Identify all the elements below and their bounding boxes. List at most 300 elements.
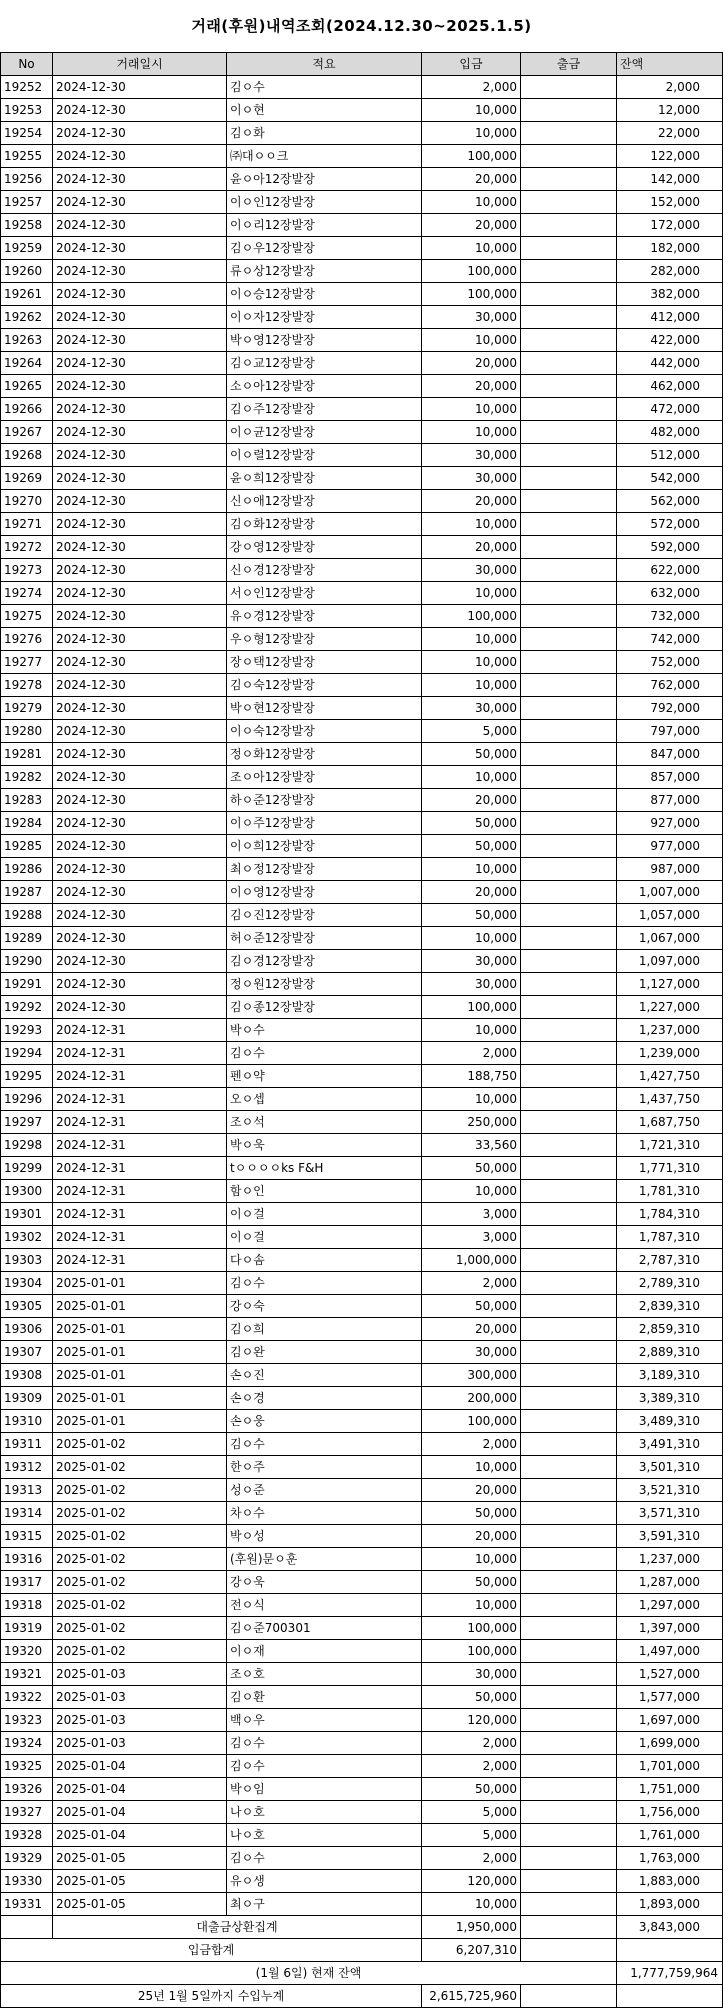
table-row — [1, 1778, 723, 1801]
cumulative-income-blank — [521, 1985, 617, 2008]
deposit-total-label: 입금합계 — [1, 1939, 422, 1962]
row-withdrawal — [521, 1617, 617, 1640]
table-row — [1, 421, 723, 444]
row-description: 박ㅇ영12장발장 — [227, 329, 422, 352]
row-withdrawal — [521, 1019, 617, 1042]
row-balance: 382,000 — [617, 283, 723, 306]
row-description: 류ㅇ상12장발장 — [227, 260, 422, 283]
row-number: 19256 — [1, 168, 53, 191]
row-number: 19313 — [1, 1479, 53, 1502]
row-number: 19314 — [1, 1502, 53, 1525]
row-balance: 3,571,310 — [617, 1502, 723, 1525]
row-number: 19288 — [1, 904, 53, 927]
row-withdrawal — [521, 1180, 617, 1203]
row-description: 김ㅇ수 — [227, 1732, 422, 1755]
row-number: 19330 — [1, 1870, 53, 1893]
row-number: 19312 — [1, 1456, 53, 1479]
row-balance: 462,000 — [617, 375, 723, 398]
table-row — [1, 1571, 723, 1594]
row-balance: 3,501,310 — [617, 1456, 723, 1479]
row-balance: 3,389,310 — [617, 1387, 723, 1410]
row-withdrawal — [521, 76, 617, 99]
cumulative-income-value: 2,615,725,960 — [422, 1985, 521, 2008]
row-deposit: 20,000 — [422, 1525, 521, 1548]
table-row — [1, 904, 723, 927]
row-number: 19253 — [1, 99, 53, 122]
row-deposit: 10,000 — [422, 1594, 521, 1617]
row-description: 조ㅇ호 — [227, 1663, 422, 1686]
row-deposit: 50,000 — [422, 1778, 521, 1801]
row-balance: 1,763,000 — [617, 1847, 723, 1870]
table-row — [1, 283, 723, 306]
row-number: 19255 — [1, 145, 53, 168]
row-balance: 792,000 — [617, 697, 723, 720]
row-withdrawal — [521, 421, 617, 444]
row-withdrawal — [521, 467, 617, 490]
row-withdrawal — [521, 145, 617, 168]
row-date: 2024-12-30 — [53, 674, 227, 697]
row-deposit: 100,000 — [422, 283, 521, 306]
row-balance: 1,287,000 — [617, 1571, 723, 1594]
column-header-withdrawal: 출금 — [521, 53, 617, 76]
row-balance: 1,127,000 — [617, 973, 723, 996]
row-withdrawal — [521, 168, 617, 191]
row-withdrawal — [521, 1686, 617, 1709]
row-withdrawal — [521, 1778, 617, 1801]
row-withdrawal — [521, 1295, 617, 1318]
row-balance: 2,789,310 — [617, 1272, 723, 1295]
row-number: 19278 — [1, 674, 53, 697]
row-balance: 762,000 — [617, 674, 723, 697]
row-balance: 1,007,000 — [617, 881, 723, 904]
row-number: 19327 — [1, 1801, 53, 1824]
row-deposit: 10,000 — [422, 1019, 521, 1042]
row-number: 19282 — [1, 766, 53, 789]
row-withdrawal — [521, 1226, 617, 1249]
row-number: 19308 — [1, 1364, 53, 1387]
table-row — [1, 1870, 723, 1893]
table-row — [1, 1755, 723, 1778]
row-number: 19309 — [1, 1387, 53, 1410]
row-balance: 1,067,000 — [617, 927, 723, 950]
row-deposit: 5,000 — [422, 1824, 521, 1847]
row-deposit: 10,000 — [422, 1548, 521, 1571]
table-row — [1, 720, 723, 743]
row-date: 2025-01-01 — [53, 1295, 227, 1318]
row-date: 2025-01-02 — [53, 1433, 227, 1456]
row-balance: 442,000 — [617, 352, 723, 375]
row-withdrawal — [521, 605, 617, 628]
row-description: 하ㅇ준12장발장 — [227, 789, 422, 812]
row-number: 19311 — [1, 1433, 53, 1456]
table-row — [1, 858, 723, 881]
row-description: 이ㅇ승12장발장 — [227, 283, 422, 306]
row-withdrawal — [521, 283, 617, 306]
table-row — [1, 1364, 723, 1387]
row-deposit: 10,000 — [422, 1180, 521, 1203]
row-balance: 1,883,000 — [617, 1870, 723, 1893]
row-balance: 592,000 — [617, 536, 723, 559]
row-deposit: 100,000 — [422, 1617, 521, 1640]
row-date: 2025-01-01 — [53, 1364, 227, 1387]
row-withdrawal — [521, 950, 617, 973]
row-balance: 1,239,000 — [617, 1042, 723, 1065]
row-date: 2025-01-02 — [53, 1594, 227, 1617]
row-date: 2024-12-31 — [53, 1019, 227, 1042]
table-row — [1, 1824, 723, 1847]
row-withdrawal — [521, 858, 617, 881]
row-deposit: 5,000 — [422, 1801, 521, 1824]
row-date: 2025-01-01 — [53, 1410, 227, 1433]
row-date: 2025-01-05 — [53, 1847, 227, 1870]
row-deposit: 20,000 — [422, 375, 521, 398]
table-row — [1, 306, 723, 329]
row-date: 2025-01-05 — [53, 1870, 227, 1893]
table-header-row — [1, 53, 723, 76]
deposit-total-row — [1, 1939, 723, 1962]
row-description: 나ㅇ호 — [227, 1824, 422, 1847]
row-description: 김ㅇ수 — [227, 1042, 422, 1065]
row-balance: 1,397,000 — [617, 1617, 723, 1640]
table-row — [1, 1548, 723, 1571]
row-balance: 1,437,750 — [617, 1088, 723, 1111]
table-row — [1, 559, 723, 582]
row-deposit: 30,000 — [422, 950, 521, 973]
row-description: 김ㅇ수 — [227, 76, 422, 99]
row-description: 김ㅇ교12장발장 — [227, 352, 422, 375]
row-number: 19296 — [1, 1088, 53, 1111]
row-date: 2025-01-02 — [53, 1617, 227, 1640]
row-withdrawal — [521, 1847, 617, 1870]
row-date: 2025-01-05 — [53, 1893, 227, 1916]
table-row — [1, 1134, 723, 1157]
table-row — [1, 973, 723, 996]
row-number: 19326 — [1, 1778, 53, 1801]
row-deposit: 30,000 — [422, 559, 521, 582]
row-withdrawal — [521, 1042, 617, 1065]
row-number: 19268 — [1, 444, 53, 467]
row-date: 2024-12-30 — [53, 398, 227, 421]
row-deposit: 1,000,000 — [422, 1249, 521, 1272]
row-withdrawal — [521, 1502, 617, 1525]
row-date: 2024-12-31 — [53, 1180, 227, 1203]
row-deposit: 20,000 — [422, 1318, 521, 1341]
row-number: 19300 — [1, 1180, 53, 1203]
current-balance-label: (1월 6일) 현재 잔액 — [1, 1962, 617, 1985]
table-row — [1, 1387, 723, 1410]
table-row — [1, 1525, 723, 1548]
row-number: 19317 — [1, 1571, 53, 1594]
row-balance: 632,000 — [617, 582, 723, 605]
row-number: 19310 — [1, 1410, 53, 1433]
table-row — [1, 536, 723, 559]
column-header-description: 적요 — [227, 53, 422, 76]
row-withdrawal — [521, 1640, 617, 1663]
row-date: 2024-12-30 — [53, 306, 227, 329]
row-deposit: 30,000 — [422, 306, 521, 329]
row-date: 2024-12-30 — [53, 444, 227, 467]
row-number: 19276 — [1, 628, 53, 651]
table-row — [1, 1088, 723, 1111]
row-date: 2024-12-30 — [53, 835, 227, 858]
row-number: 19306 — [1, 1318, 53, 1341]
table-row — [1, 1157, 723, 1180]
row-description: 펜ㅇ약 — [227, 1065, 422, 1088]
loan-summary-row — [1, 1916, 723, 1939]
table-row — [1, 513, 723, 536]
row-withdrawal — [521, 1364, 617, 1387]
table-row — [1, 950, 723, 973]
row-withdrawal — [521, 122, 617, 145]
table-row — [1, 490, 723, 513]
row-date: 2024-12-30 — [53, 927, 227, 950]
row-date: 2025-01-02 — [53, 1479, 227, 1502]
row-number: 19294 — [1, 1042, 53, 1065]
row-deposit: 120,000 — [422, 1870, 521, 1893]
row-balance: 1,893,000 — [617, 1893, 723, 1916]
row-withdrawal — [521, 214, 617, 237]
row-description: 조ㅇ석 — [227, 1111, 422, 1134]
row-number: 19283 — [1, 789, 53, 812]
row-deposit: 20,000 — [422, 214, 521, 237]
row-number: 19319 — [1, 1617, 53, 1640]
row-date: 2024-12-30 — [53, 352, 227, 375]
row-balance: 3,189,310 — [617, 1364, 723, 1387]
row-balance: 732,000 — [617, 605, 723, 628]
row-balance: 1,577,000 — [617, 1686, 723, 1709]
row-deposit: 50,000 — [422, 812, 521, 835]
table-row — [1, 214, 723, 237]
row-balance: 927,000 — [617, 812, 723, 835]
row-deposit: 20,000 — [422, 536, 521, 559]
row-description: 김ㅇ우12장발장 — [227, 237, 422, 260]
row-description: 신ㅇ애12장발장 — [227, 490, 422, 513]
row-deposit: 20,000 — [422, 168, 521, 191]
row-date: 2025-01-04 — [53, 1755, 227, 1778]
loan-summary-withdrawal — [521, 1916, 617, 1939]
table-row — [1, 191, 723, 214]
table-row — [1, 1249, 723, 1272]
row-description: 김ㅇ숙12장발장 — [227, 674, 422, 697]
row-description: 한ㅇ주 — [227, 1456, 422, 1479]
table-row — [1, 1341, 723, 1364]
row-balance: 987,000 — [617, 858, 723, 881]
row-date: 2024-12-30 — [53, 904, 227, 927]
row-balance: 142,000 — [617, 168, 723, 191]
row-date: 2024-12-30 — [53, 743, 227, 766]
row-description: 이ㅇ숙12장발장 — [227, 720, 422, 743]
table-row — [1, 1617, 723, 1640]
row-date: 2025-01-04 — [53, 1824, 227, 1847]
row-description: 손ㅇ경 — [227, 1387, 422, 1410]
table-row — [1, 1686, 723, 1709]
row-deposit: 10,000 — [422, 122, 521, 145]
row-deposit: 50,000 — [422, 835, 521, 858]
row-withdrawal — [521, 1870, 617, 1893]
row-description: 함ㅇ인 — [227, 1180, 422, 1203]
row-withdrawal — [521, 375, 617, 398]
row-date: 2024-12-31 — [53, 1088, 227, 1111]
row-number: 19263 — [1, 329, 53, 352]
row-date: 2024-12-30 — [53, 605, 227, 628]
row-balance: 752,000 — [617, 651, 723, 674]
row-withdrawal — [521, 1318, 617, 1341]
row-deposit: 30,000 — [422, 444, 521, 467]
row-date: 2024-12-31 — [53, 1226, 227, 1249]
row-date: 2025-01-02 — [53, 1548, 227, 1571]
row-date: 2024-12-30 — [53, 697, 227, 720]
row-date: 2024-12-30 — [53, 145, 227, 168]
row-deposit: 10,000 — [422, 513, 521, 536]
row-number: 19290 — [1, 950, 53, 973]
row-date: 2024-12-30 — [53, 651, 227, 674]
row-withdrawal — [521, 766, 617, 789]
row-withdrawal — [521, 1663, 617, 1686]
row-description: 이ㅇ현 — [227, 99, 422, 122]
row-withdrawal — [521, 1456, 617, 1479]
row-deposit: 2,000 — [422, 1272, 521, 1295]
row-description: (후원)문ㅇ훈 — [227, 1548, 422, 1571]
current-balance-row — [1, 1962, 723, 1985]
row-balance: 742,000 — [617, 628, 723, 651]
row-balance: 1,687,750 — [617, 1111, 723, 1134]
row-number: 19302 — [1, 1226, 53, 1249]
row-description: 이ㅇ재 — [227, 1640, 422, 1663]
row-balance: 1,697,000 — [617, 1709, 723, 1732]
row-balance: 1,756,000 — [617, 1801, 723, 1824]
row-deposit: 30,000 — [422, 467, 521, 490]
row-deposit: 100,000 — [422, 145, 521, 168]
row-withdrawal — [521, 513, 617, 536]
row-number: 19321 — [1, 1663, 53, 1686]
row-description: 손ㅇ진 — [227, 1364, 422, 1387]
row-description: 이ㅇ인12장발장 — [227, 191, 422, 214]
row-withdrawal — [521, 191, 617, 214]
row-number: 19285 — [1, 835, 53, 858]
row-deposit: 50,000 — [422, 1502, 521, 1525]
row-number: 19265 — [1, 375, 53, 398]
table-row — [1, 766, 723, 789]
table-row — [1, 1180, 723, 1203]
row-date: 2025-01-03 — [53, 1732, 227, 1755]
loan-summary-balance: 3,843,000 — [617, 1916, 723, 1939]
row-balance: 2,889,310 — [617, 1341, 723, 1364]
row-number: 19289 — [1, 927, 53, 950]
row-date: 2025-01-03 — [53, 1663, 227, 1686]
transaction-rows — [1, 76, 723, 1916]
row-description: 김ㅇ환 — [227, 1686, 422, 1709]
row-number: 19252 — [1, 76, 53, 99]
row-number: 19328 — [1, 1824, 53, 1847]
row-date: 2024-12-30 — [53, 996, 227, 1019]
row-deposit: 30,000 — [422, 1663, 521, 1686]
row-balance: 2,787,310 — [617, 1249, 723, 1272]
row-number: 19292 — [1, 996, 53, 1019]
row-deposit: 30,000 — [422, 697, 521, 720]
row-number: 19291 — [1, 973, 53, 996]
row-description: 백ㅇ우 — [227, 1709, 422, 1732]
row-description: 차ㅇ수 — [227, 1502, 422, 1525]
row-description: 성ㅇ준 — [227, 1479, 422, 1502]
row-deposit: 100,000 — [422, 605, 521, 628]
row-number: 19262 — [1, 306, 53, 329]
row-balance: 1,427,750 — [617, 1065, 723, 1088]
row-balance: 22,000 — [617, 122, 723, 145]
row-balance: 1,237,000 — [617, 1548, 723, 1571]
row-number: 19254 — [1, 122, 53, 145]
row-description: 최ㅇ구 — [227, 1893, 422, 1916]
row-number: 19275 — [1, 605, 53, 628]
table-row — [1, 743, 723, 766]
row-date: 2024-12-31 — [53, 1042, 227, 1065]
table-row — [1, 260, 723, 283]
row-withdrawal — [521, 1571, 617, 1594]
row-withdrawal — [521, 559, 617, 582]
row-balance: 122,000 — [617, 145, 723, 168]
row-number: 19322 — [1, 1686, 53, 1709]
row-deposit: 10,000 — [422, 191, 521, 214]
table-row — [1, 1663, 723, 1686]
row-deposit: 100,000 — [422, 1410, 521, 1433]
row-description: 정ㅇ원12장발장 — [227, 973, 422, 996]
row-balance: 1,701,000 — [617, 1755, 723, 1778]
row-withdrawal — [521, 1341, 617, 1364]
row-date: 2024-12-30 — [53, 375, 227, 398]
row-number: 19323 — [1, 1709, 53, 1732]
table-row — [1, 1709, 723, 1732]
row-deposit: 50,000 — [422, 743, 521, 766]
row-withdrawal — [521, 1272, 617, 1295]
row-number: 19281 — [1, 743, 53, 766]
table-row — [1, 1226, 723, 1249]
row-balance: 2,839,310 — [617, 1295, 723, 1318]
row-deposit: 10,000 — [422, 329, 521, 352]
row-deposit: 10,000 — [422, 99, 521, 122]
row-deposit: 50,000 — [422, 1571, 521, 1594]
table-row — [1, 789, 723, 812]
deposit-total-blank — [521, 1939, 617, 1962]
row-deposit: 2,000 — [422, 1847, 521, 1870]
row-balance: 422,000 — [617, 329, 723, 352]
table-row — [1, 835, 723, 858]
row-balance: 847,000 — [617, 743, 723, 766]
row-deposit: 20,000 — [422, 789, 521, 812]
row-withdrawal — [521, 1548, 617, 1571]
row-description: 박ㅇ임 — [227, 1778, 422, 1801]
row-description: 김ㅇ종12장발장 — [227, 996, 422, 1019]
row-number: 19287 — [1, 881, 53, 904]
table-row — [1, 1272, 723, 1295]
current-balance-value: 1,777,759,964 — [617, 1962, 723, 1985]
row-deposit: 20,000 — [422, 1479, 521, 1502]
loan-summary-deposit: 1,950,000 — [422, 1916, 521, 1939]
row-description: 박ㅇ성 — [227, 1525, 422, 1548]
table-row — [1, 145, 723, 168]
row-description: 윤ㅇ아12장발장 — [227, 168, 422, 191]
row-date: 2024-12-30 — [53, 168, 227, 191]
row-withdrawal — [521, 835, 617, 858]
row-withdrawal — [521, 881, 617, 904]
row-description: 이ㅇ걸 — [227, 1226, 422, 1249]
row-number: 19293 — [1, 1019, 53, 1042]
row-date: 2024-12-30 — [53, 237, 227, 260]
row-deposit: 120,000 — [422, 1709, 521, 1732]
row-deposit: 188,750 — [422, 1065, 521, 1088]
row-number: 19264 — [1, 352, 53, 375]
row-withdrawal — [521, 329, 617, 352]
row-balance: 622,000 — [617, 559, 723, 582]
row-balance: 12,000 — [617, 99, 723, 122]
